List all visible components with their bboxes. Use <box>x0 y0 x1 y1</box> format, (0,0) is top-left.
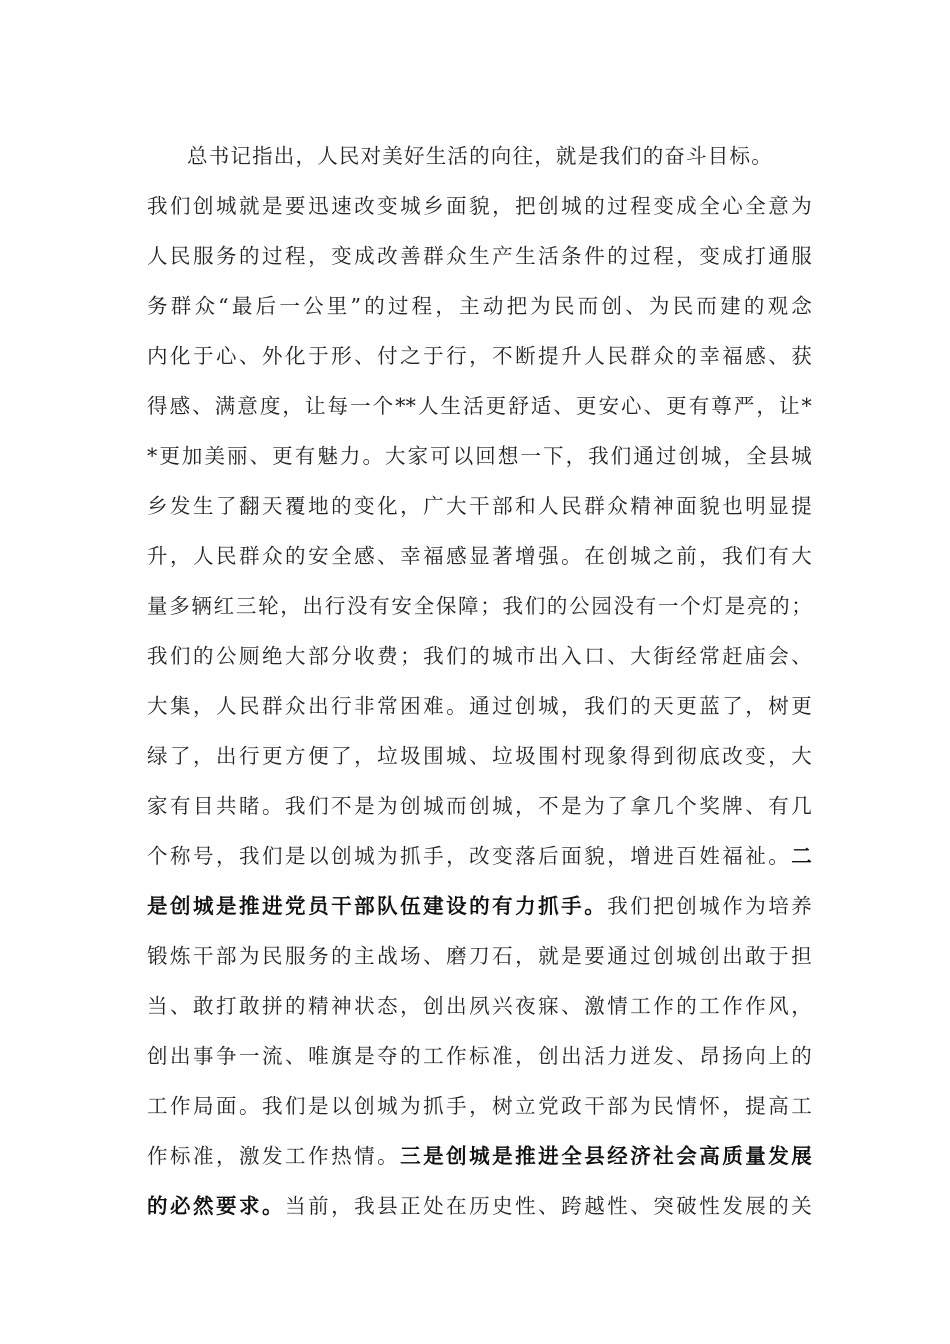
bold-text-run: 二 <box>791 844 812 868</box>
text-run: 量多辆红三轮，出行没有安全保障；我们的公园没有一个灯是亮的； <box>147 594 812 618</box>
text-run: 我们创城就是要迅速改变城乡面貌，把创城的过程变成全心全意为 <box>147 194 812 218</box>
text-line <box>147 831 812 881</box>
text-run: 得感、满意度，让每一个**人生活更舒适、更安心、更有尊严，让* <box>147 394 812 418</box>
text-line <box>147 481 812 531</box>
text-run: 家有目共睹。我们不是为创城而创城，不是为了拿几个奖牌、有几 <box>147 794 812 818</box>
text-run: 作标准，激发工作热情。 <box>147 1144 401 1168</box>
text-run: 创出事争一流、唯旗是夺的工作标准，创出活力迸发、昂扬向上的 <box>147 1044 812 1068</box>
text-run: 我们的公厕绝大部分收费；我们的城市出入口、大街经常赶庙会、 <box>147 644 812 668</box>
text-run: 乡发生了翻天覆地的变化，广大干部和人民群众精神面貌也明显提 <box>147 494 812 518</box>
text-run: 内化于心、外化于形、付之于行，不断提升人民群众的幸福感、获 <box>147 344 812 368</box>
text-line <box>147 431 812 481</box>
bold-text-run: 的必然要求。 <box>147 1194 286 1218</box>
text-run: 大集，人民群众出行非常困难。通过创城，我们的天更蓝了，树更 <box>147 694 812 718</box>
text-run: 当前，我县正处在历史性、跨越性、突破性发展的关 <box>285 1194 812 1218</box>
body-text <box>147 131 812 1231</box>
text-run: 当、敢打敢拼的精神状态，创出夙兴夜寐、激情工作的工作作风， <box>147 994 812 1018</box>
text-line <box>147 731 812 781</box>
text-run: 人民服务的过程，变成改善群众生产生活条件的过程，变成打通服 <box>147 244 812 268</box>
text-line <box>147 1081 812 1131</box>
text-line <box>147 131 812 181</box>
text-run: 工作局面。我们是以创城为抓手，树立党政干部为民情怀，提高工 <box>147 1094 812 1118</box>
text-run: *更加美丽、更有魅力。大家可以回想一下，我们通过创城，全县城 <box>147 444 812 468</box>
text-run: 我们把创城作为培养 <box>607 894 813 918</box>
text-line <box>147 1131 812 1181</box>
text-run: 锻炼干部为民服务的主战场、磨刀石，就是要通过创城创出敢于担 <box>147 944 812 968</box>
text-line <box>147 381 812 431</box>
text-run: 总书记指出，人民对美好生活的向往，就是我们的奋斗目标。 <box>187 144 773 168</box>
bold-text-run: 是创城是推进党员干部队伍建设的有力抓手。 <box>147 894 608 918</box>
text-run: 绿了，出行更方便了，垃圾围城、垃圾围村现象得到彻底改变，大 <box>147 744 812 768</box>
text-line <box>147 281 812 331</box>
text-line <box>147 981 812 1031</box>
text-run: 升，人民群众的安全感、幸福感显著增强。在创城之前，我们有大 <box>147 544 812 568</box>
text-run: 务群众“最后一公里”的过程，主动把为民而创、为民而建的观念 <box>147 294 812 318</box>
text-line <box>147 1181 812 1231</box>
text-line <box>147 531 812 581</box>
text-line <box>147 1031 812 1081</box>
text-run: 个称号，我们是以创城为抓手，改变落后面貌，增进百姓福祉。 <box>147 844 792 868</box>
text-line <box>147 931 812 981</box>
text-line <box>147 781 812 831</box>
text-line <box>147 181 812 231</box>
bold-text-run: 三是创城是推进全县经济社会高质量发展 <box>400 1144 812 1168</box>
text-line <box>147 231 812 281</box>
text-line <box>147 581 812 631</box>
text-line <box>147 331 812 381</box>
text-line <box>147 881 812 931</box>
text-line <box>147 631 812 681</box>
text-line <box>147 681 812 731</box>
